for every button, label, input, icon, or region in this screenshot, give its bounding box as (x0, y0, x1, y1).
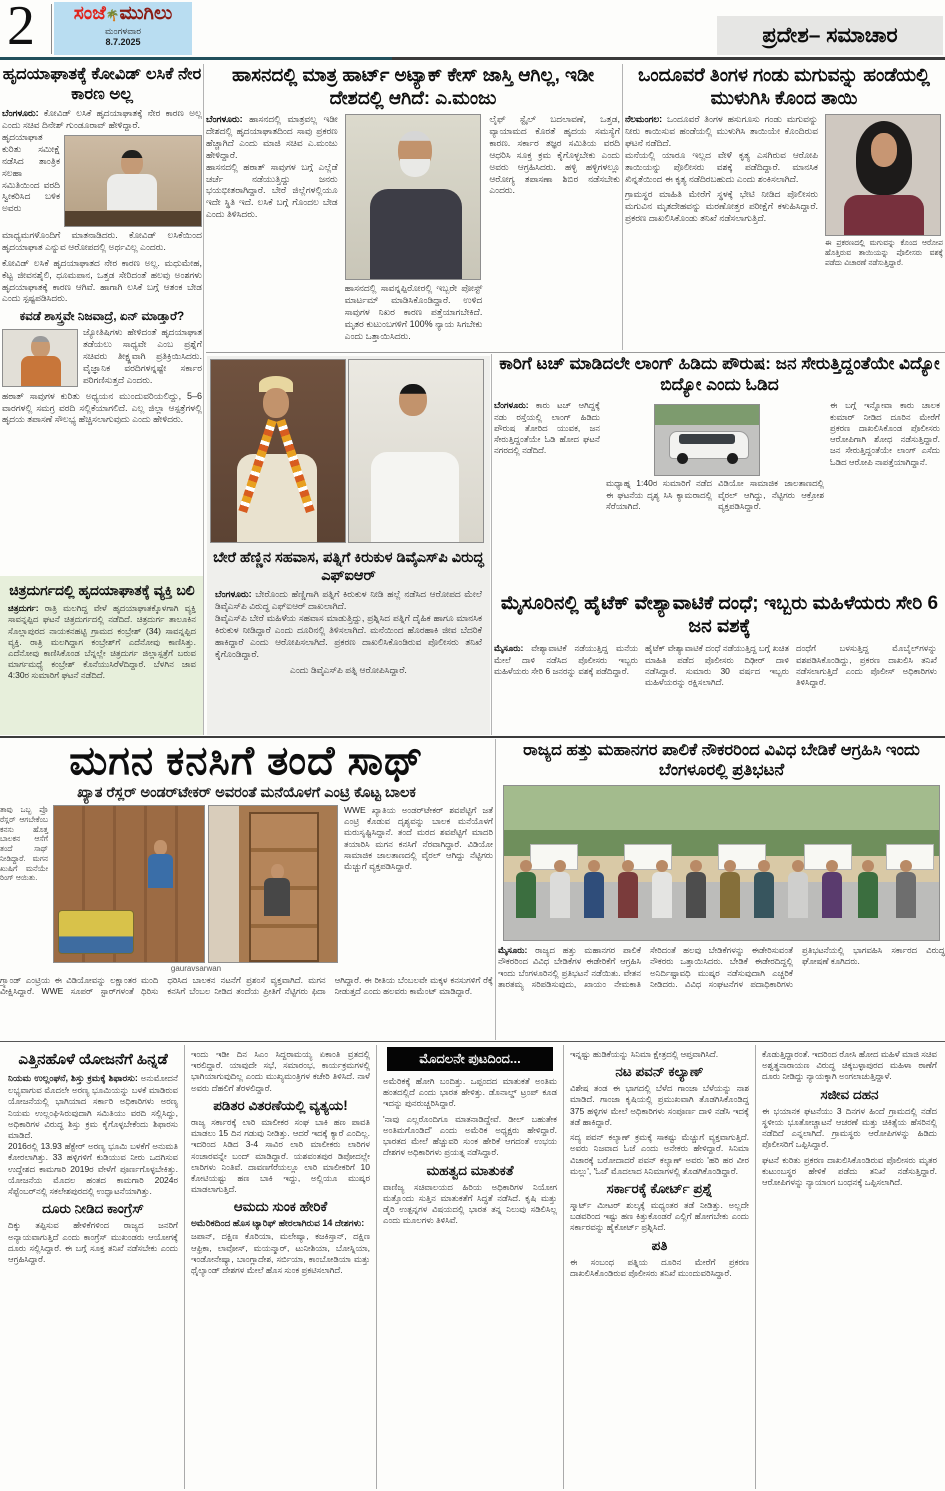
article-dysp-fir (207, 356, 490, 735)
article-paragraph: ಕೋವಿಡ್ ಲಸಿಕೆ ಹೃದಯಾಘಾತದ ನೇರ ಕಾರಣ ಅಲ್ಲ. ಮಧುಮೇಹ, ಕೆಟ್ಟ ಜೀವನಶೈಲಿ, ಧೂಮಪಾನ, ಒತ್ತಡ ಸೇರಿದಂತೆ ಹಲವು ಅಂಶಗಳು ಹೃದಯಾಘಾತಕ್ಕೆ ಕಾರಣ ಆಗಿವೆ. ಹಾಗಾಗಿ ಲಸಿಕೆ ಬಗ್ಗೆ ಆತಂಕ ಬೇಡ ಎಂದು ಸ್ಪಷ್ಟಪಡಿಸಿದರು. (2, 257, 202, 304)
photo-caption: ರಾಜ್ಯದ ಹತ್ತು ಮಹಾನಗರ ಪಾಲಿಕೆ ನೌಕರರಿಂದ ವಿವಿಧ ಬೇಡಿಕೆಗಳ ಈಡೇರಿಕೆಗೆ ಆಗ್ರಹಿಸಿ ಇಂದು ಬೆಂಗಳೂರಿನಲ್ಲಿ ಪ್ರತಿಭಟನೆ ನಡೆಯಿತು. ವೇತನ ತಾರತಮ್ಯ ಸರಿಪಡಿಸುವುದು, ಖಾಯಂ ನೇಮಕಾತಿ ಸೇರಿದಂತೆ ಹಲವು ಬೇಡಿಕೆಗಳನ್ನು ಈಡೇರಿಸುವಂತೆ ನೌಕರರು ಒತ್ತಾಯಿಸಿದರು. ಬೇಡಿಕೆ ಈಡೇರದಿದ್ದಲ್ಲಿ ಅನಿರ್ದಿಷ್ಟಾವಧಿ ಮುಷ್ಕರ ನಡೆಸುವುದಾಗಿ ಎಚ್ಚರಿಕೆ ನೀಡಿದರು. ವಿವಿಧ ಸಂಘಟನೆಗಳ ಪದಾಧಿಕಾರಿಗಳು ಪ್ರತಿಭಟನೆಯಲ್ಲಿ ಭಾಗವಹಿಸಿ ಸರ್ಕಾರದ ವಿರುದ್ಧ ಘೋಷಣೆ ಕೂಗಿದರು. (498, 945, 945, 989)
question-subhead: ಕವಡೆ ಶಾಸ್ತ್ರವೇ ನಿಜವಾದ್ರೆ, ಏನ್ ಮಾಡ್ತಾರೆ? (19, 309, 185, 324)
section-rule (0, 736, 945, 738)
headline-hassan: ಹಾಸನದಲ್ಲಿ ಮಾತ್ರ ಹಾರ್ಟ್ ಅಟ್ಯಾಕ್ ಕೇಸ್ ಜಾಸ್ತಿ ಆಗಿಲ್ಲ, ಇಡೀ ದೇಶದಲ್ಲಿ ಆಗಿದೆ: ಎ.ಮಂಜು (231, 64, 595, 108)
article-undertaker-boy (0, 740, 493, 1040)
article-paragraph: ಹೈಟೆಕ್ ವೇಶ್ಯಾವಾಟಿಕೆ ದಂಧೆ ನಡೆಯುತ್ತಿದ್ದ ಬಗ್ಗೆ ಖಚಿತ ಮಾಹಿತಿ ಪಡೆದ ಪೊಲೀಸರು ದಿಢೀರ್ ದಾಳಿ ನಡೆಸಿದ್ದಾರೆ. ಸುಮಾರು 30 ವರ್ಷದ ಇಬ್ಬರು ಮಹಿಳೆಯರನ್ನು ರಕ್ಷಿಸಲಾಗಿದೆ. (645, 643, 789, 687)
photo-boy-door (208, 805, 338, 963)
paragraph: ಈ ಸಂಬಂಧ ಪತ್ನಿಯ ದೂರಿನ ಮೇರೆಗೆ ಪ್ರಕರಣ ದಾಖಲಿಸಿಕೊಂಡಿರುವ ಪೊಲೀಸರು ತನಿಖೆ ಮುಂದುವರಿಸಿದ್ದಾರೆ. (570, 1256, 749, 1278)
dateline: ಚಿತ್ರದುರ್ಗ: (8, 603, 39, 614)
column-rule (495, 739, 496, 1040)
person-silhouette (752, 860, 776, 922)
paragraph: ಅನುಮೋದನೆ ಲಭ್ಯವಾಗುವ ಮೊದಲೇ ಅರಣ್ಯ ಭೂಮಿಯನ್ನು ಬಳಕೆ ಮಾಡಿರುವ ಯೋಜನೆಯಲ್ಲಿ ಭಾಗಿಯಾದ ಸರ್ಕಾರಿ ಅಧಿಕಾರಿಗಳು ಅರಣ್ಯ ನಿಯಮ ಉಲ್ಲಂಘಿಸಿರುವುದಾಗಿ ಸಮಿತಿಯು ವರದಿ ಸಲ್ಲಿಸಿದ್ದು, ಅಧಿಕಾರಿಗಳ ವಿರುದ್ಧ ಶಿಸ್ತು ಕ್ರಮ ಕೈಗೊಳ್ಳಬೇಕೆಂದು ಶಿಫಾರಸು ಮಾಡಿದೆ. (8, 1073, 178, 1141)
continued-section (2, 1045, 943, 1489)
article-paragraph: ಹೃದಯಾಘಾತ ಕುರಿತು ಸಮೀಕ್ಷೆ ನಡೆಸಿದ ತಾಂತ್ರಿಕ ಸಲಹಾ ಸಮಿತಿಯಿಂದ ವರದಿ ಸ್ವೀಕರಿಸಿದ ಬಳಿಕ ಅವರು ಮಾಧ್ಯಮಗಳೊಂದಿಗೆ ಮಾತನಾಡಿದರು. ಕೋವಿಡ್ ಲಸಿಕೆಯಿಂದ ಹೃದಯಾಘಾತ ಎನ್ನುವ ಆರೋಪದಲ್ಲಿ ಅರ್ಥವಿಲ್ಲ ಎಂದರು. (2, 132, 202, 252)
subhead-congress-complaint: ದೂರು ನೀಡಿದ ಕಾಂಗ್ರೆಸ್ (42, 1201, 144, 1217)
article-paragraph: ವೇಶ್ಯಾವಾಟಿಕೆ ನಡೆಯುತ್ತಿದ್ದ ಮನೆಯ ಮೇಲೆ ದಾಳಿ ನಡೆಸಿದ ಪೊಲೀಸರು ಇಬ್ಬರು ಮಹಿಳೆಯರು ಸೇರಿ 6 ಜನರನ್ನು ವಶಕ್ಕೆ ಪಡೆದಿದ್ದಾರೆ. (494, 643, 638, 676)
person-silhouette (820, 860, 844, 922)
article-paragraph: ತಾವು ಒಬ್ಬ ಪ್ರೊ ರೆಸ್ಲರ್ ಆಗಬೇಕೆಂಬ ಕನಸು ಹೊತ್ತ ಬಾಲಕನ ಆಸೆಗೆ ತಂದೆ ಸಾಥ್ ನೀಡಿದ್ದಾರೆ. ಮಗನ ಖುಷಿಗೆ ಮನೆಯೇ ರಿಂಗ್ ಆಯಿತು. (0, 805, 48, 883)
headline-car: ಕಾರಿಗೆ ಟಚ್ ಮಾಡಿದಲೇ ಲಾಂಗ್ ಹಿಡಿದು ಪೌರುಷ: ಜನ ಸೇರುತ್ತಿದ್ದಂತೆಯೇ ವಿದ್ಯೋ ಬಿದ್ಯೋ ಎಂದು ಓಡಿದ (499, 354, 940, 394)
article-mysuru-racket (494, 592, 945, 735)
continued-col-trade (376, 1045, 563, 1489)
person-silhouette (786, 860, 810, 922)
paragraph: ಕೊಡುತ್ತಿದ್ದಾರಂತೆ. ಇದರಿಂದ ರೋಸಿ ಹೋದ ಮಹಿಳೆ ಮಾಜಿ ಸಚಿವ ಅಶ್ವತ್ಥನಾರಾಯಣ ವಿರುದ್ಧ ಚಿಕ್ಕಬಳ್ಳಾಪುರದ ಮಹಿಳಾ ಠಾಣೆಗೆ ದೂರು ನೀಡಿದ್ದು ನ್ಯಾಯಕ್ಕಾಗಿ ಅಂಗಲಾಚುತ್ತಿದ್ದಾಳೆ. (762, 1049, 937, 1082)
paragraph: ಅಮೆರಿಕಕ್ಕೆ ಹೋಗಿ ಬಂದಿತ್ತು. ಒಪ್ಪಂದದ ಮಾತುಕತೆ ಅಂತಿಮ ಹಂತದಲ್ಲಿದೆ ಎಂದು ಭಾರತ ಹೇಳಿತ್ತು. ಡೊನಾಲ್ಡ್ ಟ್ರಂಪ್ ಕೂಡ ಇದನ್ನು ಪುನರುಚ್ಚರಿಸಿದ್ದಾರೆ. (383, 1076, 557, 1109)
subhead-tariff: ಆಮದು ಸುಂಕ ಹೇರಿಕೆ (233, 1199, 328, 1215)
article-hassan-heart-attack (206, 64, 620, 350)
dateline: ನೆಲಮಂಗಲ: (625, 114, 663, 125)
person-silhouette (154, 840, 167, 855)
photo-astrologer (2, 329, 78, 387)
headline-fir: ಬೇರೆ ಹೆಣ್ಣಿನ ಸಹವಾಸ, ಪತ್ನಿಗೆ ಕಿರುಕುಳ ಡಿವೈಎಸ್‌ಪಿ ವಿರುದ್ಧ ಎಫ್‌ಐಆರ್ (213, 550, 484, 584)
article-chitradurga-heart-attack (0, 576, 204, 735)
person-silhouette (582, 860, 606, 922)
continued-col-ettinahole (2, 1045, 184, 1489)
person-silhouette (31, 336, 50, 358)
dateline: ಬೆಂಗಳೂರು: (206, 114, 243, 125)
article-paragraph: ಕಾರು ಟಚ್ ಆಗಿದ್ದಕ್ಕೆ ನಡು ರಸ್ತೆಯಲ್ಲಿ ಲಾಂಗ್ ಹಿಡಿದು ಪೌರುಷ ತೋರಿದ ಯುವಕ, ಜನ ಸೇರುತ್ತಿದ್ದಂತೆಯೇ ಓಡಿ ಹೋದ ಘಟನೆ ನಗರದಲ್ಲಿ ನಡೆದಿದೆ. (494, 400, 600, 456)
headline-covid: ಹೃದಯಾಘಾತಕ್ಕೆ ಕೋವಿಡ್ ಲಸಿಕೆ ನೇರ ಕಾರಣ ಅಲ್ಲ (2, 65, 202, 104)
article-paragraph: ಹಾಸನದಲ್ಲಿ ಸಾವನ್ನಪ್ಪಿರೋರಲ್ಲಿ ಇಬ್ಬರೇ ಪೋಸ್ಟ್ ಮಾರ್ಟಮ್ ಮಾಡಿಸಿಕೊಂಡಿದ್ದಾರೆ. ಉಳಿದ ಸಾವುಗಳ ನಿಖರ ಕಾರಣ ಪತ್ತೆಯಾಗಬೇಕಿದೆ. ಮೃತರ ಕುಟುಂಬಗಳಿಗೆ 100% ನ್ಯಾಯ ಸಿಗಬೇಕು ಎಂದು ಒತ್ತಾಯಿಸಿದರು. (344, 283, 483, 341)
column-rule (203, 64, 204, 735)
bold-tariff-list-intro: ಅಮೆರಿಕದಿಂದ ಹೊಸ ಟ್ಯಾರಿಫ್ ಹೇರಲಾಗಿರುವ 14 ದೇಶಗಳು: (191, 1218, 365, 1229)
headline-wrestler: ಮಗನ ಕನಸಿಗೆ ತಂದೆ ಸಾಥ್ (69, 740, 424, 783)
paragraph: ರಾಜ್ಯ ಸರ್ಕಾರಕ್ಕೆ ಲಾರಿ ಮಾಲೀಕರ ಸಂಘ ಬಾಕಿ ಹಣ ಪಾವತಿ ಮಾಡಲು 15 ದಿನ ಗಡುವು ನೀಡಿತ್ತು. ಆದರೆ ಇದಕ್ಕೆ ಕ್ಯಾರೆ ಎಂದಿಲ್ಲ. ಇದರಿಂದ ಸಿಡಿದ 3-4 ಸಾವಿರ ಲಾರಿ ಮಾಲೀಕರು ಲಾರಿಗಳ ಸಂಚಾರವನ್ನೇ ಬಂದ್ ಮಾಡಿದ್ದಾರೆ. ಯಶವಂತಪುರ ಡಿಪೋದಲ್ಲೇ ಲಾರಿಗಳು ನಿಂತಿವೆ. ದಾವಣಗೆರೆಯಲ್ಲೂ ಲಾರಿ ಮಾಲೀಕರಿಗೆ 10 ಕೋಟಿಯಷ್ಟು ಹಣ ಬಾಕಿ ಇದ್ದು, ಅಲ್ಲಿಯೂ ಮುಷ್ಕರ ಮಾಡಲಾಗುತ್ತಿದೆ. (191, 1116, 370, 1195)
headline-chitradurga: ಚಿತ್ರದುರ್ಗದಲ್ಲಿ ಹೃದಯಾಘಾತಕ್ಕೆ ವ್ಯಕ್ತಿ ಬಲಿ (9, 582, 195, 598)
article-paragraph: WWE ಖ್ಯಾತಿಯ ಅಂಡರ್‌ಟೇಕರ್ ಶವಪೆಟ್ಟಿಗೆ ಜತೆ ಎಂಟ್ರಿ ಕೊಡುವ ದೃಶ್ಯವನ್ನು ಬಾಲಕ ಮನೆಯೊಳಗೆ ಮರುಸೃಷ್ಟಿಸಿದ್ದಾನೆ. ತಂದೆ ಮರದ ಶವಪೆಟ್ಟಿಗೆ ಮಾದರಿ ತಯಾರಿಸಿ ಮಗನ ಕನಸಿಗೆ ನೆರವಾಗಿದ್ದಾರೆ. ವಿಡಿಯೋ ಸಾಮಾಜಿಕ ಜಾಲತಾಣದಲ್ಲಿ ವೈರಲ್ ಆಗಿದ್ದು ನೆಟ್ಟಿಗರು ಮೆಚ್ಚುಗೆ ವ್ಯಕ್ತಪಡಿಸಿದ್ದಾರೆ. (344, 805, 493, 872)
article-bottom-text: ಗ್ರ್ಯಾಂಡ್ ಎಂಟ್ರಿಯ ಈ ವಿಡಿಯೋವನ್ನು ಲಕ್ಷಾಂತರ ಮಂದಿ ವೀಕ್ಷಿಸಿದ್ದಾರೆ. WWE ಸೂಪರ್ ಸ್ಟಾರ್‌ಗಳಂತೆ ಧಿರಿಸು ಧರಿಸಿದ ಬಾಲಕನ ನಟನೆಗೆ ಪ್ರಶಂಸೆ ವ್ಯಕ್ತವಾಗಿದೆ. ಮಗನ ಕನಸಿಗೆ ಬೆಂಬಲ ನೀಡಿದ ತಂದೆಯ ಪ್ರೀತಿಗೆ ನೆಟ್ಟಿಗರು ಫಿದಾ ಆಗಿದ್ದಾರೆ. ಈ ರೀತಿಯ ಬೆಂಬಲವೇ ಮಕ್ಕಳ ಕನಸುಗಳಿಗೆ ರೆಕ್ಕೆ ನೀಡುತ್ತದೆ ಎಂದು ಹಲವರು ಕಾಮೆಂಟ್ ಮಾಡಿದ್ದಾರೆ. (0, 975, 493, 997)
article-lead: ಒಂದೂವರೆ ತಿಂಗಳ ಹಸುಗೂಸು ಗಂಡು ಮಗುವನ್ನು ನೀರು ಕಾಯಿಸುವ ಹಂಡೆಯಲ್ಲಿ ಮುಳುಗಿಸಿ ತಾಯಿಯೇ ಕೊಂದಿರುವ ಘಟನೆ ನಡೆದಿದೆ. (625, 114, 818, 148)
photo-white-car (654, 404, 760, 476)
masthead-divider (51, 4, 52, 54)
article-paragraph: ಲೈಫ್ ಸ್ಟೈಲ್ ಬದಲಾವಣೆ, ಒತ್ತಡ, ವ್ಯಾಯಾಮದ ಕೊರತೆ ಹೃದಯ ಸಮಸ್ಯೆಗೆ ಕಾರಣ. ಸರ್ಕಾರ ತಜ್ಞರ ಸಮಿತಿಯ ವರದಿ ಆಧರಿಸಿ ಸೂಕ್ತ ಕ್ರಮ ಕೈಗೊಳ್ಳಬೇಕು ಎಂದು ಅವರು ಆಗ್ರಹಿಸಿದರು. ಹಳ್ಳಿ ಹಳ್ಳಿಗಳಲ್ಲೂ ಆರೋಗ್ಯ ತಪಾಸಣಾ ಶಿಬಿರ ನಡೆಸಬೇಕು ಎಂದರು. (489, 114, 620, 196)
column-rule (491, 354, 492, 735)
person-silhouette (616, 860, 640, 922)
photo-protest-group (503, 785, 940, 941)
photo-a-manju (345, 114, 481, 280)
article-car-long (494, 354, 945, 590)
logo-title (54, 4, 192, 25)
article-paragraph: ಹಠಾತ್ ಸಾವುಗಳ ಕುರಿತು ಅಧ್ಯಯನ ಮುಂದುವರಿಯಲಿದ್ದು, 5–6 ವಾರಗಳಲ್ಲಿ ಸಮಗ್ರ ವರದಿ ಸಲ್ಲಿಕೆಯಾಗಲಿದೆ. ಎಲ್ಲ ಜಿಲ್ಲಾ ಆಸ್ಪತ್ರೆಗಳಲ್ಲಿ ಹೃದಯ ತಪಾಸಣೆ ಸೌಲಭ್ಯ ಹೆಚ್ಚಿಸಲಾಗುವುದು ಎಂದು ಹೇಳಿದರು. (2, 390, 202, 425)
article-paragraph: ದಂಧೆಗೆ ಬಳಸುತ್ತಿದ್ದ ಮೊಬೈಲ್‌ಗಳನ್ನು ವಶಪಡಿಸಿಕೊಂಡಿದ್ದು, ಪ್ರಕರಣ ದಾಖಲಿಸಿ ತನಿಖೆ ನಡೆಸಲಾಗುತ್ತಿದೆ ಎಂದು ಪೊಲೀಸ್ ಅಧಿಕಾರಿಗಳು ತಿಳಿಸಿದ್ದಾರೆ. (796, 643, 937, 687)
subhead-burnt-alive: ಸಜೀವ ದಹನ (820, 1086, 879, 1102)
photo-caption: ಈ ಪ್ರಕರಣದಲ್ಲಿ ಮಗುವನ್ನು ಕೊಂದ ಆರೋಪ ಹೊತ್ತಿರುವ ತಾಯಿಯನ್ನು ಪೊಲೀಸರು ವಶಕ್ಕೆ ಪಡೆದು ವಿಚಾರಣೆ ನಡೆಸುತ್ತಿದ್ದಾರೆ. (825, 238, 943, 267)
photo-credit: gauravsarwan (170, 964, 222, 973)
paragraph: 'ನಾವು ಎಲ್ಲರೊಂದಿಗೂ ಮಾತನಾಡಿದ್ದೇವೆ. ಡೀಲ್ ಬಹುತೇಕ ಅಂತಿಮಗೊಂಡಿದೆ' ಎಂದು ಅಮೆರಿಕ ಅಧ್ಯಕ್ಷರು ಹೇಳಿದ್ದಾರೆ. ಭಾರತದ ಮೇಲೆ ಹೆಚ್ಚುವರಿ ಸುಂಕ ಹೇರಿಕೆ ಆಗದಂತೆ ಉಭಯ ದೇಶಗಳ ಅಧಿಕಾರಿಗಳು ಪ್ರಯತ್ನ ನಡೆಸಿದ್ದಾರೆ. (383, 1113, 557, 1158)
paragraph: ಘಟನೆ ಕುರಿತು ಪ್ರಕರಣ ದಾಖಲಿಸಿಕೊಂಡಿರುವ ಪೊಲೀಸರು ಮೃತರ ಕುಟುಂಬಸ್ಥರ ಹೇಳಿಕೆ ಪಡೆದು ತನಿಖೆ ನಡೆಸುತ್ತಿದ್ದಾರೆ. ಆರೋಪಿಗಳನ್ನು ನ್ಯಾಯಾಂಗ ಬಂಧನಕ್ಕೆ ಒಪ್ಪಿಸಲಾಗಿದೆ. (762, 1154, 937, 1187)
person-silhouette (514, 860, 538, 922)
headline-baby: ಒಂದೂವರೆ ತಿಂಗಳ ಗಂಡು ಮಗುವನ್ನು ಹಂಡೆಯಲ್ಲಿ ಮುಳುಗಿಸಿ ಕೊಂದ ತಾಯಿ (637, 64, 931, 108)
masthead-rule (0, 57, 945, 60)
photo-groom-garland (210, 359, 346, 543)
article-covid-vaccine (2, 64, 202, 574)
caption-dateline: ಮೈಸೂರು: (498, 945, 528, 956)
paragraph: ಇನ್ನಷ್ಟು ಹುಡಿಕೆಯನ್ನು ಸಿನಿಮಾ ಕ್ಷೇತ್ರದಲ್ಲಿ ಆಪ್ತವಾಗಿಸಿದೆ. (570, 1049, 719, 1059)
headline-ettinahole: ಎತ್ತಿನಹೊಳೆ ಯೋಜನೆಗೆ ಹಿನ್ನಡೆ (18, 1051, 168, 1068)
person-silhouette (263, 388, 289, 418)
article-body: ಡಿವೈಎಸ್‌ಪಿ ಬೇರೆ ಮಹಿಳೆಯ ಸಹವಾಸ ಮಾಡುತ್ತಿದ್ದು, ಪ್ರಶ್ನಿಸಿದ ಪತ್ನಿಗೆ ದೈಹಿಕ ಹಾಗೂ ಮಾನಸಿಕ ಕಿರುಕುಳ ನೀಡಿದ್ದಾರೆ ಎಂದು ದೂರಿನಲ್ಲಿ ತಿಳಿಸಲಾಗಿದೆ. ಮನೆಯಿಂದ ಹೊರಹಾಕಿ ಜೀವ ಬೆದರಿಕೆ ಹಾಕಿದ್ದಾರೆ ಎಂದು ಆರೋಪಿಸಲಾಗಿದೆ. ಪ್ರಕರಣ ದಾಖಲಿಸಿಕೊಂಡಿರುವ ಪೊಲೀಸರು ತನಿಖೆ ಕೈಗೊಂಡಿದ್ದಾರೆ. (215, 613, 482, 659)
article-paragraph: ಹಾಸನದಲ್ಲಿ ಮಾತ್ರವಲ್ಲ ಇಡೀ ದೇಶದಲ್ಲಿ ಹೃದಯಾಘಾತದಿಂದ ಸಾವು ಪ್ರಕರಣ ಹೆಚ್ಚಾಗಿದೆ ಎಂದು ಮಾಜಿ ಸಚಿವ ಎ.ಮಂಜು ಹೇಳಿದ್ದಾರೆ. (206, 114, 338, 160)
continued-col-pawan (563, 1045, 755, 1489)
subhead-ration: ಪಡಿತರ ವಿತರಣೆಯಲ್ಲಿ ವ್ಯತ್ಯಯ! (213, 1097, 348, 1113)
column-rule (622, 64, 623, 350)
person-silhouette (650, 860, 674, 922)
dateline: ಬೆಂಗಳೂರು: (2, 108, 39, 119)
paragraph: ಸದ್ಯ ಪವನ್ ಕಲ್ಯಾಣ್ ಕ್ರಮಕ್ಕೆ ಸಾಕಷ್ಟು ಮೆಚ್ಚುಗೆ ವ್ಯಕ್ತವಾಗುತ್ತಿದೆ. ಅವರು ನಿಜವಾದ ಓಜೆ ಎಂದು ಅನೇಕರು ಹೇಳಿದ್ದಾರೆ. ಸಿನಿಮಾ ವಿಚಾರಕ್ಕೆ ಬರೋದಾದರೆ ಪವನ್ ಕಲ್ಯಾಣ್ ಅವರು 'ಹರಿ ಹರ ವೀರ ಮಲ್ಲು', 'ಓಜೆ' ಮೊದಲಾದ ಸಿನಿಮಾಗಳಲ್ಲಿ ತೊಡಗಿಕೊಂಡಿದ್ದಾರೆ. (570, 1132, 749, 1176)
page-number: 2 (7, 0, 35, 57)
photo-dysp-smiling (348, 359, 484, 543)
subhead-husband: ಪತಿ (651, 1237, 668, 1253)
person-silhouette (121, 150, 143, 176)
subhead-court-question: ಸರ್ಕಾರಕ್ಕೆ ಕೋರ್ಟ್ ಪ್ರಶ್ನೆ (606, 1180, 713, 1196)
palm-tree-icon: 🌴 (105, 10, 120, 22)
article-corporation-protest (498, 740, 945, 1040)
article-paragraph: ಗ್ರಾಮಸ್ಥರ ಮಾಹಿತಿ ಮೇರೆಗೆ ಸ್ಥಳಕ್ಕೆ ಭೇಟಿ ನೀಡಿದ ಪೊಲೀಸರು ಮಗುವಿನ ಮೃತದೇಹವನ್ನು ಮರಣೋತ್ತರ ಪರೀಕ್ಷೆಗೆ ಕಳುಹಿಸಿದ್ದಾರೆ. ಪ್ರಕರಣ ದಾಖಲಿಸಿಕೊಂಡು ತನಿಖೆ ನಡೆಸಲಾಗುತ್ತಿದೆ. (625, 189, 818, 224)
continued-col-ration (184, 1045, 376, 1489)
paragraph: ದಿಕ್ಕು ತಪ್ಪಿಸುವ ಹೇಳಿಕೆಗಳಿಂದ ರಾಜ್ಯದ ಜನರಿಗೆ ಅನ್ಯಾಯವಾಗುತ್ತಿದೆ ಎಂದು ಕಾಂಗ್ರೆಸ್ ಮುಖಂಡರು ಆಯೋಗಕ್ಕೆ ದೂರು ಸಲ್ಲಿಸಿದ್ದಾರೆ. ಈ ಬಗ್ಗೆ ಸೂಕ್ತ ತನಿಖೆ ನಡೆಸಬೇಕು ಎಂದು ಆಗ್ರಹಿಸಿದ್ದಾರೆ. (8, 1220, 178, 1265)
person-silhouette (684, 860, 708, 922)
continued-col-burning (755, 1045, 943, 1489)
paragraph: ಸ್ಮಾರ್ಟ್ ಮೀಟರ್ ಶುಲ್ಕಕ್ಕೆ ಮಧ್ಯಂತರ ತಡೆ ನೀಡಿತ್ತು. ಅಲ್ಲದೇ ಬಡವರಿಂದ ಇಷ್ಟು ಹಣ ಕಿತ್ತುಕೊಂಡರೆ ಎಲ್ಲಿಗೆ ಹೋಗಬೇಕು ಎಂದು ಸರ್ಕಾರವನ್ನು ಹೈಕೋರ್ಟ್ ಪ್ರಶ್ನಿಸಿದೆ. (570, 1199, 749, 1233)
article-endline: ಎಂದು ಡಿವೈಎಸ್‌ಪಿ ಪತ್ನಿ ಆರೋಪಿಸಿದ್ದಾರೆ. (290, 664, 407, 675)
person-silhouette (718, 860, 742, 922)
paragraph: ವಿಶೇಷ ತಂಡ ಈ ಭಾಗದಲ್ಲಿ ಬೆಳೆದ ಗಾಂಜಾ ಬೆಳೆಯನ್ನು ನಾಶ ಮಾಡಿದೆ. ಗಾಂಜಾ ಕೃಷಿಯಲ್ಲಿ ಪ್ರಮುಖವಾಗಿ ತೊಡಗಿಸಿಕೊಂಡಿದ್ದ 375 ಹಳ್ಳಿಗಳ ಮೇಲೆ ಅಧಿಕಾರಿಗಳು ಸಂಪೂರ್ಣ ದಾಳಿ ನಡೆಸಿ ಇದಕ್ಕೆ ತಡೆ ಹಾಕಿದ್ದಾರೆ. (570, 1083, 749, 1127)
subhead-pawan-kalyan: ನಟ ಪವನ್ ಕಲ್ಯಾಣ್ (615, 1064, 704, 1080)
paragraph: 2016ರಲ್ಲಿ 13.93 ಹೆಕ್ಟೇರ್ ಅರಣ್ಯ ಭೂಮಿ ಬಳಕೆಗೆ ಅನುಮತಿ ಕೋರಲಾಗಿತ್ತು. 33 ಹಳ್ಳಿಗಳಿಗೆ ಕುಡಿಯುವ ನೀರು ಒದಗಿಸುವ ಉದ್ದೇಶದ ಕಾಮಗಾರಿ 2019ರ ವೇಳೆಗೆ ಪೂರ್ಣಗೊಳ್ಳಬೇಕಿತ್ತು. ಯೋಜನೆಯ ಮೊದಲ ಹಂತದ ಕಾಮಗಾರಿ 2024ರ ಸೆಪ್ಟೆಂಬರ್‌ನಲ್ಲಿ ಸಕಲೇಶಪುರದಲ್ಲಿ ಉದ್ಘಾಟನೆಯಾಗಿತ್ತು. (8, 1141, 178, 1197)
article-paragraph: ಈ ಬಗ್ಗೆ ಇನ್ನೋವಾ ಕಾರು ಚಾಲಕ ಕುಮಾರ್ ನೀಡಿದ ದೂರಿನ ಮೇರೆಗೆ ಪ್ರಕರಣ ದಾಖಲಿಸಿಕೊಂಡ ಪೊಲೀಸರು ಆರೋಪಿಗಾಗಿ ಶೋಧ ನಡೆಸುತ್ತಿದ್ದಾರೆ. ಜನ ಸೇರುತ್ತಿದ್ದಂತೆಯೇ ಲಾಂಗ್ ಎಸೆದು ಓಡಿದ ಆರೋಪಿ ನಾಪತ್ತೆಯಾಗಿದ್ದಾನೆ. (830, 400, 940, 467)
person-silhouette (271, 864, 284, 879)
person-silhouette (399, 384, 427, 416)
article-paragraph: ಮಧ್ಯಾಹ್ನ 1:40ರ ಸುಮಾರಿಗೆ ನಡೆದ ಈ ಘಟನೆಯ ದೃಶ್ಯ ಸಿಸಿ ಕ್ಯಾಮರಾದಲ್ಲಿ ಸೆರೆಯಾಗಿದೆ. (606, 478, 712, 511)
paragraph: ವಾಣಿಜ್ಯ ಸಚಿವಾಲಯದ ಹಿರಿಯ ಅಧಿಕಾರಿಗಳ ನಿಯೋಗ ಮತ್ತೊಂದು ಸುತ್ತಿನ ಮಾತುಕತೆಗೆ ಸಿದ್ಧತೆ ನಡೆಸಿದೆ. ಕೃಷಿ ಮತ್ತು ಡೈರಿ ಉತ್ಪನ್ನಗಳ ವಿಷಯದಲ್ಲಿ ಭಾರತ ತನ್ನ ನಿಲುವು ಸಡಿಲಿಸಿಲ್ಲ ಎಂದು ಮೂಲಗಳು ತಿಳಿಸಿವೆ. (383, 1181, 557, 1226)
section-rule (0, 1041, 945, 1042)
logo-word-2: ಮುಗಿಲು (119, 3, 173, 24)
section-rule (206, 352, 945, 353)
article-paragraph: ಮನೆಯಲ್ಲಿ ಯಾರೂ ಇಲ್ಲದ ವೇಳೆ ಕೃತ್ಯ ಎಸಗಿರುವ ಆರೋಪಿ ತಾಯಿಯನ್ನು ಪೊಲೀಸರು ವಶಕ್ಕೆ ಪಡೆದಿದ್ದಾರೆ. ಮಾನಸಿಕ ಖಿನ್ನತೆಯಿಂದ ಈ ಕೃತ್ಯ ನಡೆದಿರಬಹುದು ಎಂದು ಶಂಕಿಸಲಾಗಿದೆ. (625, 149, 818, 184)
person-silhouette (894, 860, 918, 922)
person-silhouette (856, 860, 880, 922)
bold-lead: ನಿಯಮ ಉಲ್ಲಂಘನೆ, ಶಿಸ್ತು ಕ್ರಮಕ್ಕೆ ಶಿಫಾರಸು: (8, 1073, 138, 1084)
article-paragraph: ಜ್ಯೋತಿಷಿಗಳು ಹೇಳಿದಂತೆ ಹೃದಯಾಘಾತ ತಡೆಯಲು ಸಾಧ್ಯವೇ ಎಂಬ ಪ್ರಶ್ನೆಗೆ ಸಚಿವರು ತೀಕ್ಷ್ಣವಾಗಿ ಪ್ರತಿಕ್ರಿಯಿಸಿದರು. ವೈಜ್ಞಾನಿಕ ವರದಿಗಳನ್ನಷ್ಟೇ ಸರ್ಕಾರ ಪರಿಗಣಿಸುತ್ತದೆ ಎಂದರು. (83, 327, 202, 385)
article-body: ರಾತ್ರಿ ಮಲಗಿದ್ದ ವೇಳೆ ಹೃದಯಾಘಾತಕ್ಕೊಳಗಾಗಿ ವ್ಯಕ್ತಿ ಸಾವನ್ನಪ್ಪಿದ ಘಟನೆ ಚಿತ್ರದುರ್ಗದಲ್ಲಿ ನಡೆದಿದೆ. ಚಿತ್ರದುರ್ಗ ತಾಲೂಕಿನ ಸೊಲ್ಲಾಪುರದ ನಾಯಕನಹಟ್ಟಿ ಗ್ರಾಮದ ಕಂಬ್ರೇಶ್ (34) ಸಾವನ್ನಪ್ಪಿದ ವ್ಯಕ್ತಿ. ರಾತ್ರಿ ಮಲಗಿದ್ದಾಗ ಕಂಬ್ರೇಶ್‌ಗೆ ಎದೆನೋವು ಕಾಣಿಸಿತ್ತು. ಎದೆನೋವು ಕಾಣಿಸಿಕೊಂಡ ಬೆನ್ನಲ್ಲೇ ಚಿತ್ರದುರ್ಗ ಜಿಲ್ಲಾಸ್ಪತ್ರೆಗೆ ಬರುವ ಮಾರ್ಗಮಧ್ಯೆ ಕಂಬ್ರೇಶ್ ಕೊನೆಯುಸಿರೆಳೆದಿದ್ದಾರೆ. ಬೆಳಗಿನ ಜಾವ 4:30ರ ಸುಮಾರಿಗೆ ಘಟನೆ ನಡೆದಿದೆ. (8, 603, 196, 681)
subhead-important-talks: ಮಹತ್ವದ ಮಾತುಕತೆ (426, 1162, 514, 1178)
dateline: ಬೆಂಗಳೂರು: (215, 589, 252, 600)
photo-accused-mother (825, 114, 941, 236)
photo-minister-dinesh-gundu-rao (64, 135, 202, 227)
article-lead: ಬೇರೊಂದು ಹೆಣ್ಣಿಗಾಗಿ ಪತ್ನಿಗೆ ಕಿರುಕುಳ ನೀಡಿ ಹಲ್ಲೆ ನಡೆಸಿದ ಆರೋಪದ ಮೇಲೆ ಡಿವೈಎಸ್‌ಪಿ ವಿರುದ್ಧ ಎಫ್‌ಐಆರ್ ದಾಖಲಾಗಿದೆ. (215, 589, 482, 612)
paragraph-country-list: ಜಪಾನ್, ದಕ್ಷಿಣ ಕೊರಿಯಾ, ಮಲೇಷ್ಯಾ, ಕಜಕಿಸ್ತಾನ್, ದಕ್ಷಿಣ ಆಫ್ರಿಕಾ, ಲಾವೋಸ್, ಮಯನ್ಮಾರ್, ಟುನೀಶಿಯಾ, ಬೋಸ್ನಿಯಾ, ಇಂಡೋನೇಷ್ಯಾ, ಬಾಂಗ್ಲಾದೇಶ, ಸರ್ಬಿಯಾ, ಕಾಂಬೋಡಿಯಾ ಮತ್ತು ಥೈಲ್ಯಾಂಡ್ ದೇಶಗಳ ಮೇಲೆ ಹೊಸ ಸುಂಕ ಪ್ರಕಟಿಸಲಾಗಿದೆ. (191, 1231, 370, 1276)
headline-mysuru: ಮೈಸೂರಿನಲ್ಲಿ ಹೈಟೆಕ್ ವೇಶ್ಯಾವಾಟಿಕೆ ದಂಧೆ; ಇಬ್ಬರು ಮಹಿಳೆಯರು ಸೇರಿ 6 ಜನ ವಶಕ್ಕೆ (500, 593, 939, 638)
photo-boy-room (53, 805, 205, 963)
dateline: ಮೈಸೂರು: (494, 643, 524, 654)
edition-day: ಮಂಗಳವಾರ (104, 25, 142, 36)
article-baby-drowned (625, 64, 943, 345)
logo-word-1: ಸಂಜೆ (73, 3, 106, 24)
edition-date: 8.7.2025 (105, 36, 141, 47)
article-lead: ಕೋವಿಡ್ ಲಸಿಕೆ ಹೃದಯಾಘಾತಕ್ಕೆ ನೇರ ಕಾರಣ ಅಲ್ಲ ಎಂದು ಸಚಿವ ದಿನೇಶ್ ಗುಂಡೂರಾವ್ ಹೇಳಿದ್ದಾರೆ. (2, 108, 202, 131)
article-paragraph: ಹಾಸನದಲ್ಲಿ ಹಠಾತ್ ಸಾವುಗಳ ಬಗ್ಗೆ ಎಲ್ಲೆಡೆ ಚರ್ಚೆ ನಡೆಯುತ್ತಿದ್ದು ಜನರು ಭಯಭೀತರಾಗಿದ್ದಾರೆ. ಬೇರೆ ಜಿಲ್ಲೆಗಳಲ್ಲಿಯೂ ಇದೇ ಸ್ಥಿತಿ ಇದೆ. ಲಸಿಕೆ ಬಗ್ಗೆ ಗೊಂದಲ ಬೇಡ ಎಂದು ತಿಳಿಸಿದರು. (206, 161, 338, 220)
bed (58, 910, 134, 954)
newspaper-logo (54, 2, 192, 55)
deck-wrestler: ಖ್ಯಾತ ರೆಸ್ಲರ್ ಅಂಡರ್‌ಟೇಕರ್ ಅವರಂತೆ ಮನೆಯೊಳಗೆ ಎಂಟ್ರಿ ಕೊಟ್ಟ ಬಾಲಕ (77, 785, 416, 801)
headline-protest: ರಾಜ್ಯದ ಹತ್ತು ಮಹಾನಗರ ಪಾಲಿಕೆ ನೌಕರರಿಂದ ವಿವಿಧ ಬೇಡಿಕೆ ಆಗ್ರಹಿಸಿ ಇಂದು ಬೆಂಗಳೂರಲ್ಲಿ ಪ್ರತಿಭಟನೆ (523, 741, 920, 780)
continued-banner: ಮೊದಲನೇ ಪುಟದಿಂದ... (387, 1047, 553, 1071)
article-paragraph: ವಿಡಿಯೋ ಸಾಮಾಜಿಕ ಜಾಲತಾಣದಲ್ಲಿ ವೈರಲ್ ಆಗಿದ್ದು, ನೆಟ್ಟಿಗರು ಆಕ್ರೋಶ ವ್ಯಕ್ತಪಡಿಸಿದ್ದಾರೆ. (718, 478, 824, 511)
paragraph: ಇಂದು ಇಡೀ ದಿನ ಸಿಎಂ ಸಿದ್ದರಾಮಯ್ಯ ಏಕಾಂತಿ ವ್ರತದಲ್ಲಿ ಇರಲಿದ್ದಾರೆ. ಯಾವುದೇ ಸಭೆ, ಸಮಾರಂಭ, ಕಾರ್ಯಕ್ರಮಗಳಲ್ಲಿ ಭಾಗಿಯಾಗುವುದಿಲ್ಲ ಎಂದು ಮುಖ್ಯಮಂತ್ರಿಗಳ ಕಚೇರಿ ತಿಳಿಸಿದೆ. ನಾಳೆ ಅವರು ದೆಹಲಿಗೆ ತೆರಳಲಿದ್ದಾರೆ. (191, 1049, 370, 1093)
section-header: ಪ್ರದೇಶ– ಸಮಾಚಾರ (717, 16, 943, 55)
paragraph: ಈ ಭಯಾನಕ ಘಟನೆಯು 3 ದಿನಗಳ ಹಿಂದೆ ಗ್ರಾಮದಲ್ಲಿ ನಡೆದ ಸ್ಥಳೀಯ ಭೂತೋಚ್ಚಾಟನೆ ಆಚರಣೆ ಮತ್ತು ಚಿಕಿತ್ಸೆಯ ಹೆಸರಿನಲ್ಲಿ ನಡೆದಿದೆ ಎನ್ನಲಾಗಿದೆ. ಗ್ರಾಮಸ್ಥರು ಆರೋಪಿಗಳನ್ನು ಹಿಡಿದು ಪೊಲೀಸರಿಗೆ ಒಪ್ಪಿಸಿದ್ದಾರೆ. (762, 1105, 937, 1150)
person-silhouette (548, 860, 572, 922)
dateline: ಬೆಂಗಳೂರು: (494, 400, 529, 411)
